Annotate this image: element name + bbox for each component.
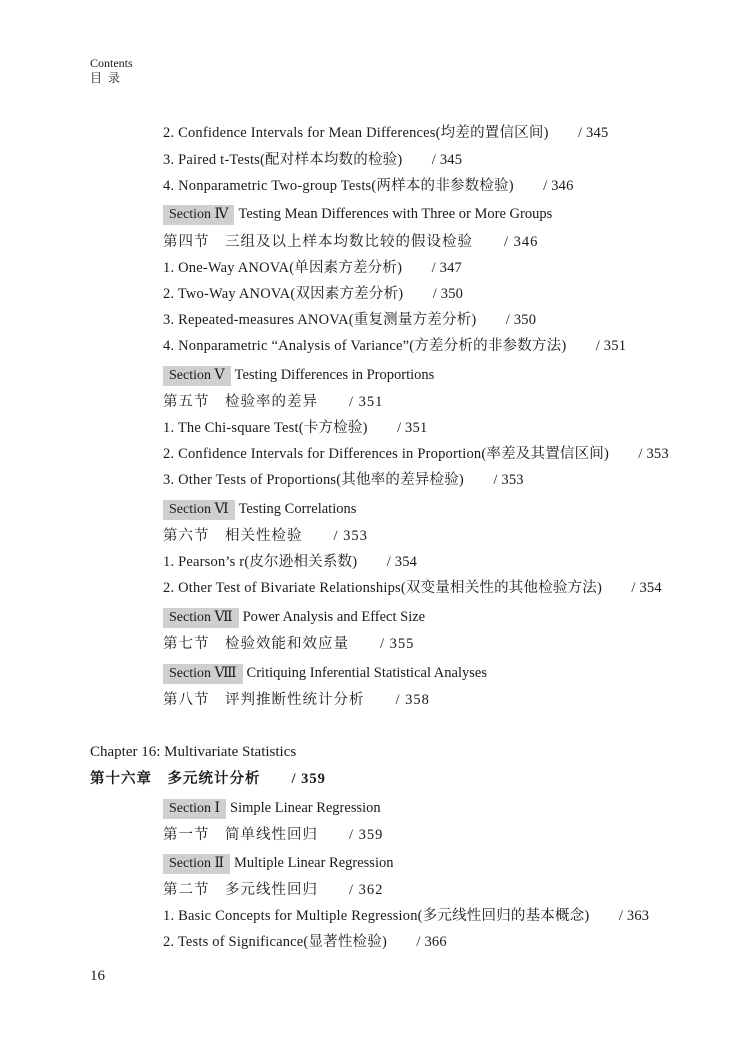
chapter-title-cn: 第十六章 多元统计分析 / 359	[90, 771, 326, 787]
toc-entry: 第七节 检验效能和效应量 / 355	[163, 636, 415, 652]
toc-entry: 2. Confidence Intervals for Mean Differences(均差的置信区间) / 345	[163, 125, 609, 141]
section-heading	[163, 204, 552, 225]
section-badge: Section Ⅴ	[163, 366, 231, 386]
section-title: Testing Differences in Proportions	[234, 367, 435, 383]
toc-entry: 1. Basic Concepts for Multiple Regression(多元线性回归的基本概念) / 363	[163, 908, 650, 924]
toc-entry: 第六节 相关性检验 / 353	[163, 528, 368, 544]
section-heading	[163, 607, 425, 628]
page-number: 16	[90, 968, 105, 984]
section-heading	[163, 663, 487, 684]
section-title: Multiple Linear Regression	[234, 855, 394, 871]
section-badge: Section Ⅰ	[163, 799, 226, 819]
toc-entry: 2. Tests of Significance(显著性检验) / 366	[163, 934, 447, 950]
toc-entry: 4. Nonparametric “Analysis of Variance”(方差分析的非参数方法) / 351	[163, 338, 627, 354]
toc-entry: 1. The Chi-square Test(卡方检验) / 351	[163, 420, 428, 436]
section-title: Testing Correlations	[238, 501, 357, 517]
header-title-en: Contents	[90, 56, 133, 70]
section-badge: Section Ⅵ	[163, 500, 235, 520]
toc-entry: 3. Paired t-Tests(配对样本均数的检验) / 345	[163, 152, 463, 168]
running-header	[90, 56, 133, 86]
section-badge: Section Ⅷ	[163, 664, 243, 684]
toc-entry: 1. One-Way ANOVA(单因素方差分析) / 347	[163, 260, 462, 276]
toc-entry: 2. Other Test of Bivariate Relationships(双变量相关性的其他检验方法) / 354	[163, 580, 662, 596]
toc-entry: 3. Repeated-measures ANOVA(重复测量方差分析) / 350	[163, 312, 537, 328]
section-heading	[163, 798, 381, 819]
header-title-cn: 目录	[90, 71, 127, 85]
toc-entry: 第八节 评判推断性统计分析 / 358	[163, 692, 430, 708]
section-badge: Section Ⅳ	[163, 205, 234, 225]
chapter-title-en: Chapter 16: Multivariate Statistics	[90, 744, 297, 760]
toc-entry: 第四节 三组及以上样本均数比较的假设检验 / 346	[163, 234, 539, 250]
section-heading	[163, 365, 434, 386]
toc-entry: 4. Nonparametric Two-group Tests(两样本的非参数检验) / 346	[163, 178, 574, 194]
section-heading	[163, 499, 356, 520]
section-title: Power Analysis and Effect Size	[242, 609, 426, 625]
section-heading	[163, 853, 393, 874]
section-badge: Section Ⅱ	[163, 854, 230, 874]
section-title: Testing Mean Differences with Three or More Groups	[238, 206, 553, 222]
toc-entry: 3. Other Tests of Proportions(其他率的差异检验) / 353	[163, 472, 524, 488]
toc-entry: 第一节 简单线性回归 / 359	[163, 827, 384, 843]
section-title: Critiquing Inferential Statistical Analyses	[246, 665, 487, 681]
toc-entry: 2. Confidence Intervals for Differences in Proportion(率差及其置信区间) / 353	[163, 446, 669, 462]
section-title: Simple Linear Regression	[230, 800, 381, 816]
toc-entry: 2. Two-Way ANOVA(双因素方差分析) / 350	[163, 286, 464, 302]
toc-entry: 1. Pearson’s r(皮尔逊相关系数) / 354	[163, 554, 418, 570]
toc-entry: 第二节 多元线性回归 / 362	[163, 882, 384, 898]
toc-entry: 第五节 检验率的差异 / 351	[163, 394, 384, 410]
section-badge: Section Ⅶ	[163, 608, 239, 628]
